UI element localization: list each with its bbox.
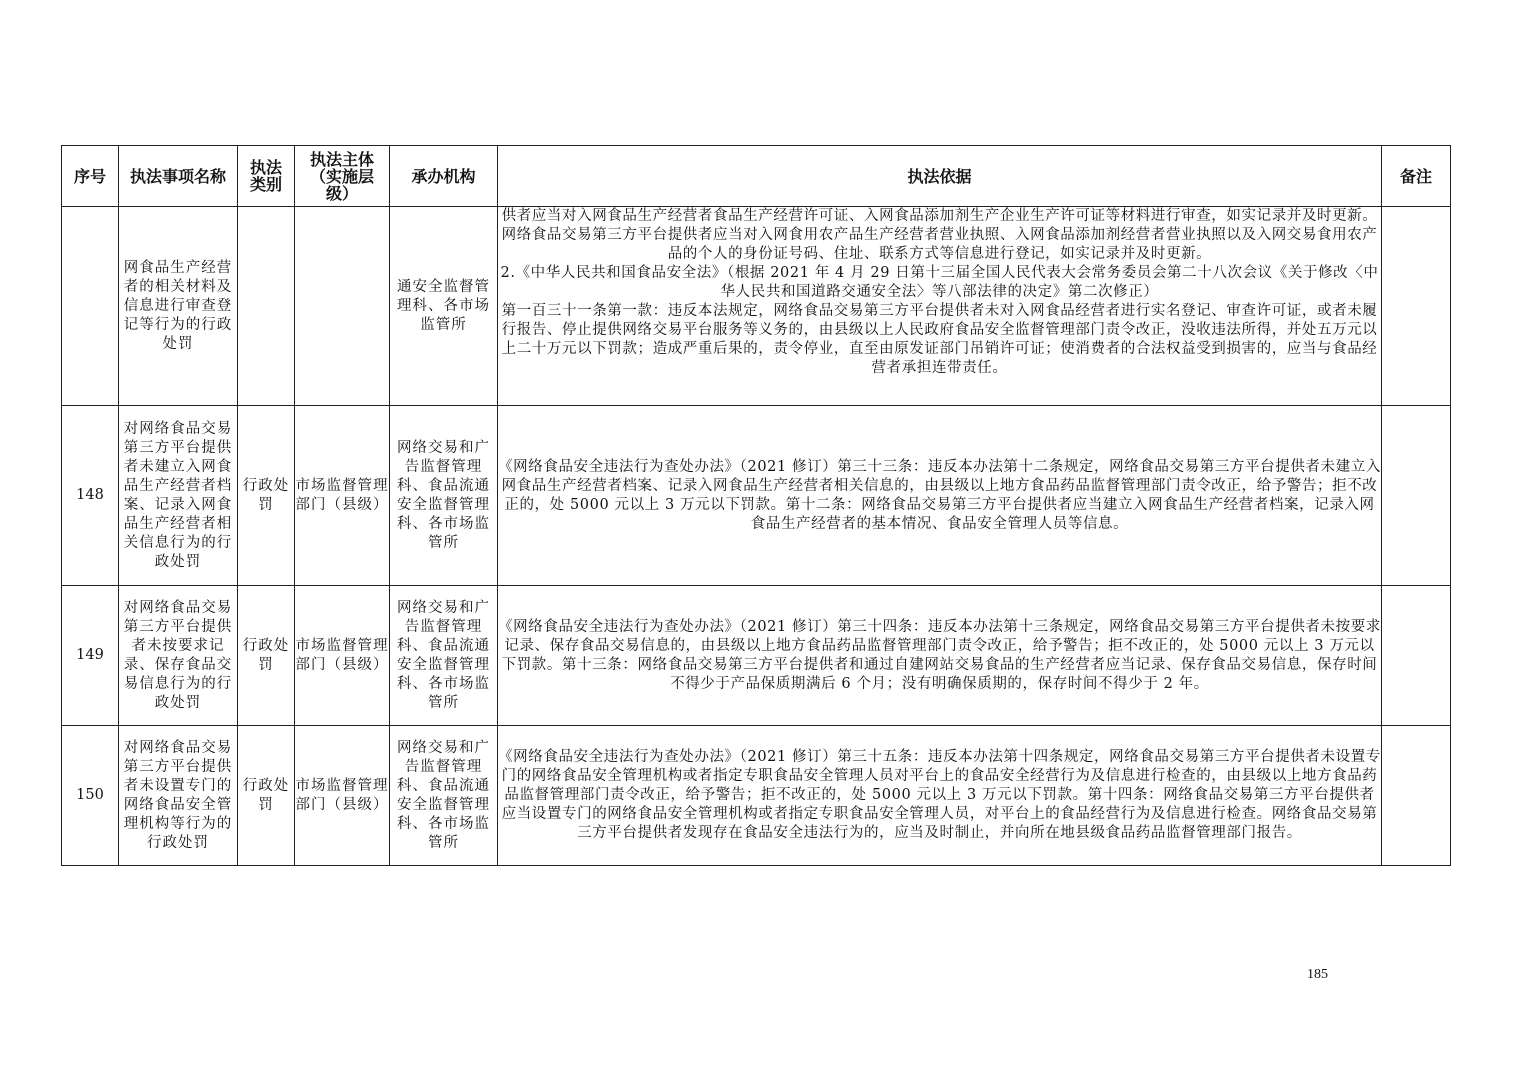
row-note (1382, 726, 1451, 866)
row-body: 市场监督管理部门（县级） (295, 586, 390, 726)
header-name: 执法事项名称 (119, 146, 238, 207)
row-org: 网络交易和广告监督管理科、食品流通安全监督管理科、各市场监管所 (390, 726, 498, 866)
basis-paragraph: 《网络食品安全违法行为查处办法》（2021 修订）第三十三条：违反本办法第十二条规定，网络食品交易第三方平台提供者未建立入网食品生产经营者档案、记录入网食品生产经营者相关信息的，由县级以上地方食品药品监督管理部门责令改正，给予警告；拒不改正的，处 5000 元以上 3 万元以下罚款。第十二条：网络食品交易第三方平台提供者应当建立入网食品生产经营者档案，记录入网食品生产经营者的基本情况、食品安全管理人员等信息。 (498, 458, 1381, 532)
row-basis (498, 586, 1382, 726)
row-note (1382, 586, 1451, 726)
row-note (1382, 207, 1451, 406)
header-type: 执法类别 (238, 146, 295, 207)
row-body (295, 207, 390, 406)
header-seq: 序号 (62, 146, 119, 207)
row-org: 通安全监督管理科、各市场监管所 (390, 207, 498, 406)
row-basis (498, 207, 1382, 406)
row-seq: 148 (62, 406, 119, 586)
row-basis (498, 406, 1382, 586)
table-row (62, 726, 1451, 866)
row-org: 网络交易和广告监督管理科、食品流通安全监督管理科、各市场监管所 (390, 406, 498, 586)
row-type (238, 207, 295, 406)
row-type: 行政处罚 (238, 406, 295, 586)
row-seq (62, 207, 119, 406)
row-note (1382, 406, 1451, 586)
row-org: 网络交易和广告监督管理科、食品流通安全监督管理科、各市场监管所 (390, 586, 498, 726)
basis-paragraph: 《网络食品安全违法行为查处办法》（2021 修订）第三十四条：违反本办法第十三条规定，网络食品交易第三方平台提供者未按要求记录、保存食品交易信息的，由县级以上地方食品药品监督管理部门责令改正，给予警告；拒不改正的，处 5000 元以上 3 万元以下罚款。第十三条：网络食品交易第三方平台提供者和通过自建网站交易食品的生产经营者应当记录、保存食品交易信息，保存时间不得少于产品保质期满后 6 个月；没有明确保质期的，保存时间不得少于 2 年。 (498, 618, 1381, 692)
page-number: 185 (1307, 967, 1328, 982)
row-item-name: 对网络食品交易第三方平台提供者未设置专门的网络食品安全管理机构等行为的行政处罚 (119, 726, 238, 866)
row-type: 行政处罚 (238, 726, 295, 866)
row-body: 市场监督管理部门（县级） (295, 406, 390, 586)
basis-paragraph: 《网络食品安全违法行为查处办法》（2021 修订）第三十五条：违反本办法第十四条规定，网络食品交易第三方平台提供者未设置专门的网络食品安全管理机构或者指定专职食品安全管理人员对平台上的食品安全经营行为及信息进行检查的，由县级以上地方食品药品监督管理部门责令改正，给予警告；拒不改正的，处 5000 元以上 3 万元以下罚款。第十四条：网络食品交易第三方平台提供者应当设置专门的网络食品安全管理机构或者指定专职食品安全管理人员，对平台上的食品经营行为及信息进行检查。网络食品交易第三方平台提供者发现存在食品安全违法行为的，应当及时制止，并向所在地县级食品药品监督管理部门报告。 (498, 749, 1381, 841)
header-org: 承办机构 (390, 146, 498, 207)
header-note: 备注 (1382, 146, 1451, 207)
row-basis (498, 726, 1382, 866)
row-seq: 149 (62, 586, 119, 726)
table-row (62, 406, 1451, 586)
row-item-name: 对网络食品交易第三方平台提供者未按要求记录、保存食品交易信息行为的行政处罚 (119, 586, 238, 726)
table-row (62, 207, 1451, 406)
enforcement-table (61, 145, 1451, 866)
basis-paragraph: 供者应当对入网食品生产经营者食品生产经营许可证、入网食品添加剂生产企业生产许可证等材料进行审查，如实记录并及时更新。网络食品交易第三方平台提供者应当对入网食用农产品生产经营者营业执照、入网食品添加剂经营者营业执照以及入网交易食用农产品的个人的身份证号码、住址、联系方式等信息进行登记，如实记录并及时更新。 (501, 208, 1378, 262)
basis-paragraph: 2.《中华人民共和国食品安全法》（根据 2021 年 4 月 29 日第十三届全国人民代表大会常务委员会第二十八次会议《关于修改〈中华人民共和国道路交通安全法〉等八部法律的决定》第二次修正） (500, 265, 1379, 300)
row-item-name: 对网络食品交易第三方平台提供者未建立入网食品生产经营者档案、记录入网食品生产经营者相关信息行为的行政处罚 (119, 406, 238, 586)
header-body: 执法主体（实施层级） (295, 146, 390, 207)
basis-paragraph: 第一百三十一条第一款：违反本法规定，网络食品交易第三方平台提供者未对入网食品经营者进行实名登记、审查许可证，或者未履行报告、停止提供网络交易平台服务等义务的，由县级以上人民政府食品安全监督管理部门责令改正，没收违法所得，并处五万元以上二十万元以下罚款；造成严重后果的，责令停业，直至由原发证部门吊销许可证；使消费者的合法权益受到损害的，应当与食品经营者承担连带责任。 (501, 303, 1378, 376)
row-type: 行政处罚 (238, 586, 295, 726)
table-row (62, 586, 1451, 726)
header-basis: 执法依据 (498, 146, 1382, 207)
row-item-name: 网食品生产经营者的相关材料及信息进行审查登记等行为的行政处罚 (119, 207, 238, 406)
row-body: 市场监督管理部门（县级） (295, 726, 390, 866)
header-row (62, 146, 1451, 207)
row-seq: 150 (62, 726, 119, 866)
